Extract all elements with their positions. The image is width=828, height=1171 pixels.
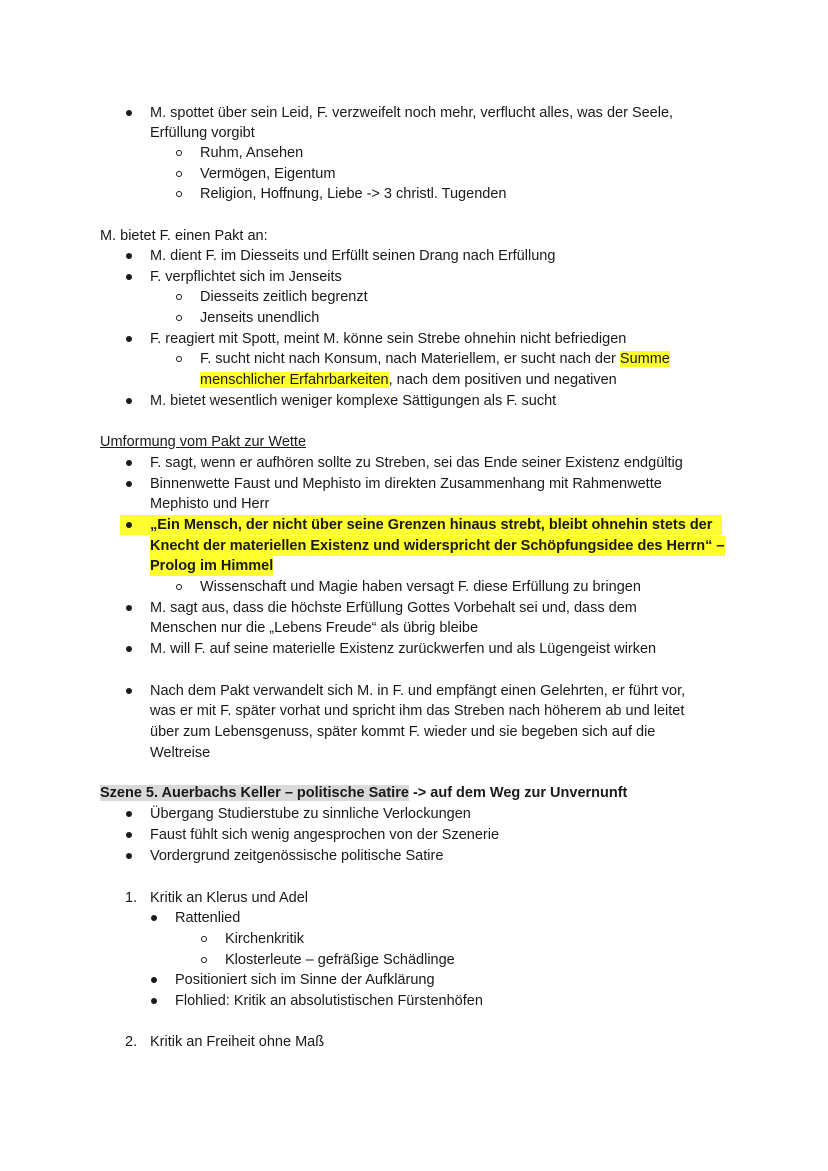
section-heading: Umformung vom Pakt zur Wette xyxy=(100,434,307,450)
text-line: Nach dem Pakt verwandelt sich M. in F. und empfängt einen Gelehrten, er führt vor, xyxy=(150,683,686,699)
text-line: Flohlied: Kritik an absolutistischen Fürstenhöfen xyxy=(175,993,483,1009)
text-line: Positioniert sich im Sinne der Aufklärung xyxy=(175,972,435,988)
text-line: M. spottet über sein Leid, F. verzweifelt noch mehr, verflucht alles, was der Seele, xyxy=(150,105,674,121)
sub-bullet xyxy=(176,150,182,156)
highlighted-text: menschlicher Erfahrbarkeiten xyxy=(200,372,389,388)
bullet xyxy=(151,998,157,1004)
bullet xyxy=(126,481,132,487)
text-line: F. verpflichtet sich im Jenseits xyxy=(150,269,342,285)
sub-bullet xyxy=(201,936,207,942)
text-line: Rattenlied xyxy=(175,910,241,926)
bullet xyxy=(126,460,132,466)
text-line: F. reagiert mit Spott, meint M. könne sein Strebe ohnehin nicht befriedigen xyxy=(150,331,627,347)
bullet xyxy=(126,688,132,694)
text-line: Kritik an Freiheit ohne Maß xyxy=(150,1034,325,1050)
bullet xyxy=(126,811,132,817)
bullet xyxy=(126,832,132,838)
list-number: 1. xyxy=(125,890,138,906)
sub-bullet xyxy=(176,191,182,197)
text-run: F. sucht nicht nach Konsum, nach Materiellem, er sucht nach der xyxy=(200,351,616,367)
text-line: Vordergrund zeitgenössische politische Satire xyxy=(150,848,444,864)
bullet xyxy=(151,915,157,921)
text-line: M. bietet wesentlich weniger komplexe Sättigungen als F. sucht xyxy=(150,393,557,409)
quote-line: Prolog im Himmel xyxy=(150,558,274,574)
text-line: M. sagt aus, dass die höchste Erfüllung Gottes Vorbehalt sei und, dass dem xyxy=(150,600,637,616)
text-line xyxy=(200,349,670,369)
text-line: Binnenwette Faust und Mephisto im direkten Zusammenhang mit Rahmenwette xyxy=(150,476,662,492)
text-line: Kirchenkritik xyxy=(225,931,304,947)
text-run: , nach dem positiven und negativen xyxy=(388,372,617,388)
bullet xyxy=(126,398,132,404)
bullet xyxy=(126,522,132,528)
text-line: Jenseits unendlich xyxy=(200,310,320,326)
text-line: Wissenschaft und Magie haben versagt F. diese Erfüllung zu bringen xyxy=(200,579,641,595)
text-line: Mephisto und Herr xyxy=(150,496,270,512)
text-line: Religion, Hoffnung, Liebe -> 3 christl. Tugenden xyxy=(200,186,507,202)
sub-bullet xyxy=(176,171,182,177)
bullet xyxy=(126,605,132,611)
sub-bullet xyxy=(201,957,207,963)
sub-bullet xyxy=(176,584,182,590)
text-line: Diesseits zeitlich begrenzt xyxy=(200,289,368,305)
grey-highlight-text: Szene 5. Auerbachs Keller – politische Satire xyxy=(100,785,409,801)
text-line: Übergang Studierstube zu sinnliche Verlockungen xyxy=(150,806,471,822)
bullet xyxy=(126,646,132,652)
highlighted-text: Summe xyxy=(619,351,670,367)
bullet xyxy=(126,253,132,259)
bullet xyxy=(126,853,132,859)
scene-heading xyxy=(100,783,627,803)
sub-bullet xyxy=(176,356,182,362)
text-line: Erfüllung vorgibt xyxy=(150,125,255,141)
sub-bullet xyxy=(176,315,182,321)
quote-line: Knecht der materiellen Existenz und widerspricht der Schöpfungsidee des Herrn“ – xyxy=(150,538,725,554)
text-line: F. sagt, wenn er aufhören sollte zu Streben, sei das Ende seiner Existenz endgültig xyxy=(150,455,683,471)
list-number: 2. xyxy=(125,1034,138,1050)
text-line: Weltreise xyxy=(150,745,211,761)
text-line: was er mit F. später vorhat und spricht ihm das Streben nach höherem ab und leitet xyxy=(150,703,685,719)
text-line: Menschen nur die „Lebens Freude“ als übrig bleibe xyxy=(150,620,479,636)
text-line: Vermögen, Eigentum xyxy=(200,166,336,182)
bullet xyxy=(126,110,132,116)
quote-line: „Ein Mensch, der nicht über seine Grenzen hinaus strebt, bleibt ohnehin stets der xyxy=(150,517,713,533)
text-line: M. will F. auf seine materielle Existenz zurückwerfen und als Lügengeist wirken xyxy=(150,641,657,657)
bullet xyxy=(151,977,157,983)
text-line: Klosterleute – gefräßige Schädlinge xyxy=(225,952,455,968)
section-heading: M. bietet F. einen Pakt an: xyxy=(100,228,268,244)
bullet xyxy=(126,274,132,280)
text-line: Faust fühlt sich wenig angesprochen von der Szenerie xyxy=(150,827,500,843)
sub-bullet xyxy=(176,294,182,300)
text-run: -> auf dem Weg zur Unvernunft xyxy=(408,785,628,801)
text-line: M. dient F. im Diesseits und Erfüllt seinen Drang nach Erfüllung xyxy=(150,248,556,264)
text-line xyxy=(200,370,617,390)
text-line: Ruhm, Ansehen xyxy=(200,145,304,161)
text-line: über zum Lebensgenuss, später kommt F. wieder und sie begeben sich auf die xyxy=(150,724,656,740)
text-line: Kritik an Klerus und Adel xyxy=(150,890,308,906)
bullet xyxy=(126,336,132,342)
